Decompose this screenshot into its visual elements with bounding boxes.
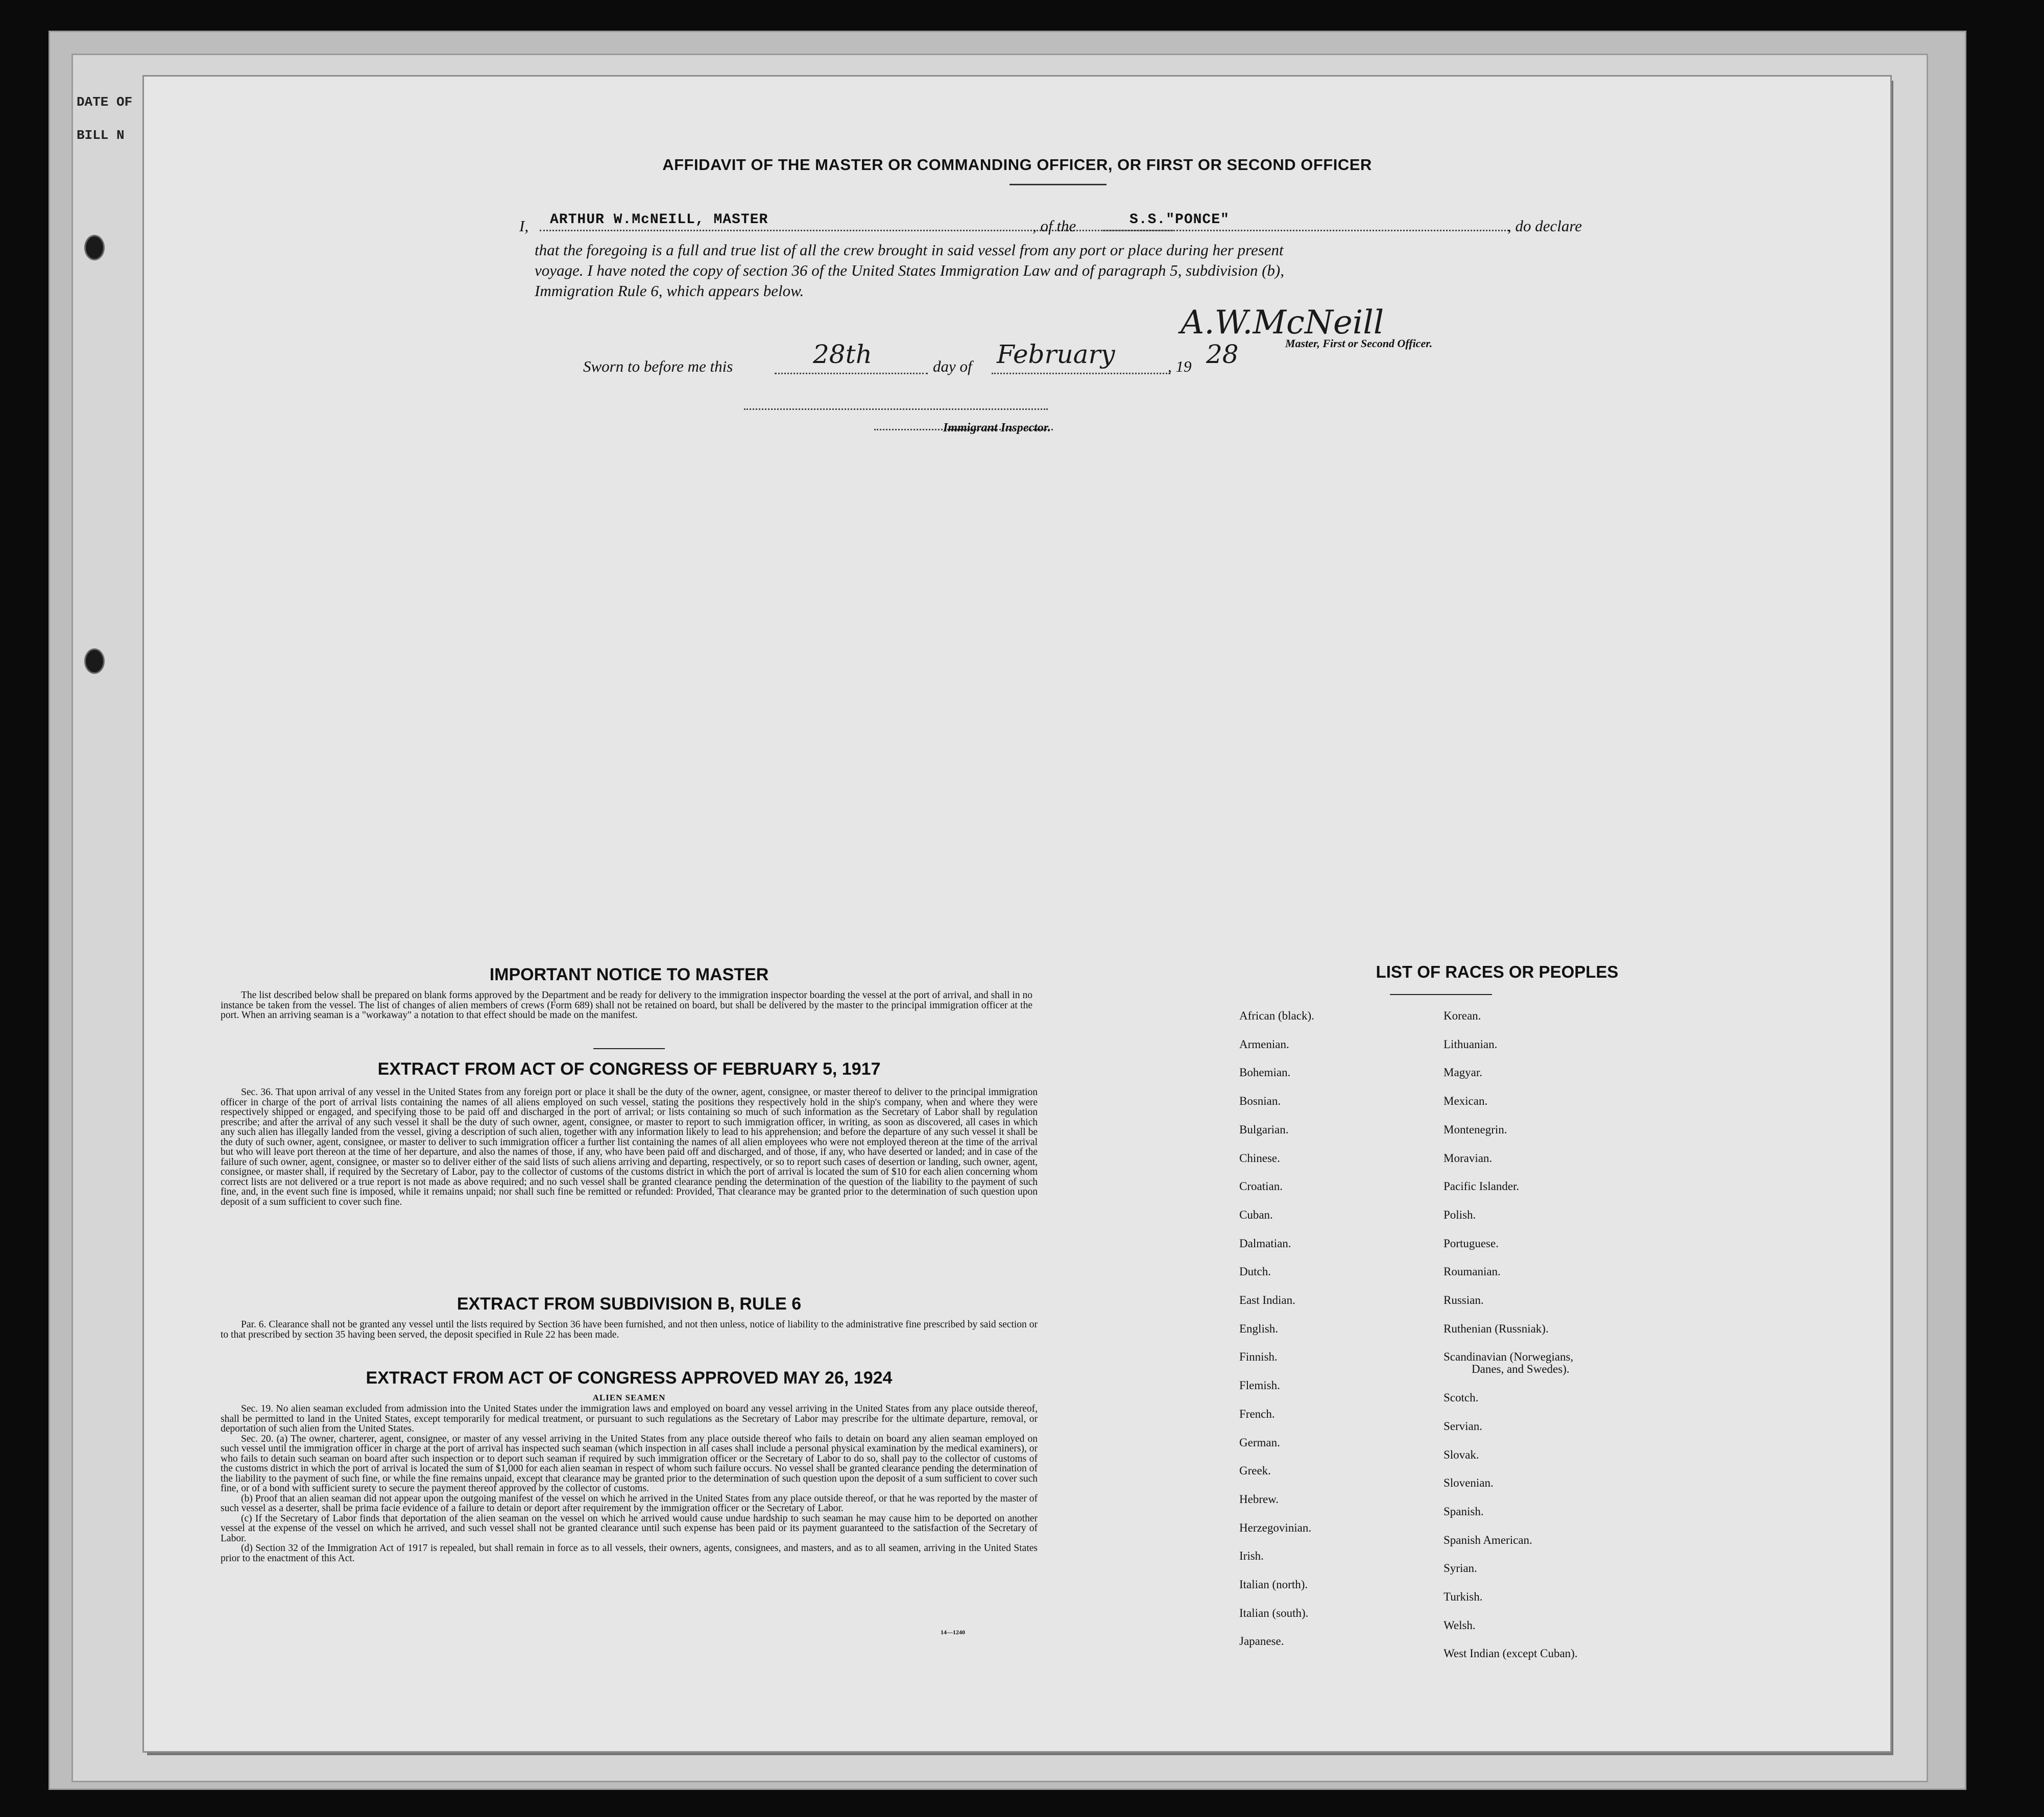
race-item: Japanese. (1239, 1635, 1284, 1648)
binder-hole (84, 235, 105, 260)
notice-rule (593, 1048, 665, 1049)
race-item: Hebrew. (1239, 1492, 1279, 1506)
race-item: Herzegovinian. (1239, 1521, 1312, 1534)
race-item: West Indian (except Cuban). (1444, 1647, 1578, 1660)
inspector-line-1 (744, 408, 1048, 410)
race-item: Polish. (1444, 1208, 1476, 1221)
race-item: Ruthenian (Russniak). (1444, 1322, 1549, 1335)
sworn-day-line (775, 373, 928, 374)
race-item: English. (1239, 1322, 1279, 1335)
race-item: Greek. (1239, 1464, 1271, 1477)
race-item: Dutch. (1239, 1265, 1271, 1278)
race-item: Montenegrin. (1444, 1123, 1507, 1136)
sworn-month-line (992, 373, 1170, 374)
master-signature: A.W.McNeill (1181, 304, 1384, 342)
race-item: Syrian. (1444, 1562, 1477, 1575)
race-item: Chinese. (1239, 1151, 1280, 1165)
race-item: Portuguese. (1444, 1237, 1499, 1250)
race-item: Italian (south). (1239, 1606, 1309, 1619)
race-item: Flemish. (1239, 1379, 1280, 1392)
affidavit-page (144, 77, 1890, 1751)
extract-rule6-title: EXTRACT FROM SUBDIVISION B, RULE 6 (456, 1294, 802, 1314)
extract-1917-title: EXTRACT FROM ACT OF CONGRESS OF FEBRUARY 5, 1917 (377, 1059, 881, 1079)
races-title: LIST OF RACES OR PEOPLES (1376, 962, 1619, 981)
master-name: ARTHUR W.McNEILL, MASTER (550, 212, 768, 228)
vessel-name: S.S."PONCE" (1129, 212, 1230, 228)
affidavit-statement (535, 240, 1658, 301)
race-item: Bulgarian. (1239, 1123, 1289, 1136)
signature-caption: Master, First or Second Officer. (1285, 337, 1433, 350)
binder-hole (84, 648, 105, 674)
year-suffix: 28 (1206, 340, 1239, 369)
race-item: Slovak. (1444, 1448, 1479, 1461)
of-the-label: , of the (1032, 217, 1076, 235)
sworn-prefix: Sworn to before me this (583, 357, 733, 375)
title-rule (1009, 184, 1107, 185)
notice-title: IMPORTANT NOTICE TO MASTER (489, 965, 769, 984)
race-item: Finnish. (1239, 1350, 1278, 1364)
sworn-month: February (997, 340, 1115, 369)
race-item: Russian. (1444, 1294, 1484, 1306)
race-item: French. (1239, 1407, 1275, 1420)
extract-1924-title: EXTRACT FROM ACT OF CONGRESS APPROVED MAY 26, 1924 (366, 1368, 893, 1388)
race-item: Mexican. (1444, 1095, 1488, 1108)
extract-1924-body: Sec. 19. No alien seaman excluded from admission into the United States under the immigration laws and employed on board any vessel arriving in the United States from any place outside thereof, shall be permitted to land in the United States, except temporarily for medical treatment, or pursuant to such regulations as the Secretary of Labor may prescribe for the ultimate departure, removal, or deportation of such alien from the United States. Sec. 20. (a) The owner, charterer, agent, consignee, or master of any vessel arriving in the United States from any place outside thereof who fails to detain on board any alien seaman employed on such vessel until the immigration officer in charge at the port of arrival has inspected such seaman (which inspection in all cases shall include a personal physical examination by the medical examiners), or who fails to detain such seaman on board after such inspection or to deport such seaman if required by such immigration officer or the Secretary of Labor to do so, shall pay to the collector of customs of the customs district in which the port of arrival is located the sum of $1,000 for each alien seaman in respect of whom such failure occurs. No vessel shall be granted clearance pending the determination of the liability to the payment of such fine, or while the fine remains unpaid, except that clearance may be granted prior to the determination of such question upon the deposit of a sum sufficient to cover such fine, or of a bond with sufficient surety to secure the payment thereof approved by the collector of customs. (b) Proof that an alien seaman did not appear upon the outgoing manifest of the vessel on which he arrived in the United States from any place outside thereof, or that he was reported by the master of such vessel as a deserter, shall be prima facie evidence of a failure to detain or deport after requirement by the immigration officer or the Secretary of Labor. (c) If the Secretary of Labor finds that deportation of the alien seaman on the vessel on which he arrived would cause undue hardship to such seaman he may cause him to be deported on another vessel at the expense of the vessel on which he arrived, and such vessel shall not be granted clearance until such expense has been paid or its payment guaranteed to the satisfaction of the Secretary of Labor. (d) Section 32 of the Immigration Act of 1917 is repealed, but shall remain in force as to all vessels, their owners, agents, consignees, and masters, and as to all seamen, arriving in the United States prior to the enactment of this Act. (221, 1403, 1038, 1564)
statement-line-1: that the foregoing is a full and true list of all the crew brought in said vessel from any port or place during her present (535, 241, 1284, 259)
race-item: Slovenian. (1444, 1476, 1494, 1490)
alien-seamen-heading: ALIEN SEAMEN (592, 1393, 666, 1402)
race-item: Spanish. (1444, 1505, 1484, 1518)
year-prefix: , 19 (1168, 357, 1192, 375)
race-item: Scandinavian (Norwegians, (1444, 1350, 1574, 1364)
master-name-line (540, 230, 1173, 231)
race-item: East Indian. (1239, 1294, 1295, 1306)
race-item: Moravian. (1444, 1151, 1493, 1165)
race-item: Magyar. (1444, 1066, 1483, 1079)
back-date-label: DATE OF (77, 94, 133, 110)
extract-rule6-body: Par. 6. Clearance shall not be granted any vessel until the lists required by Section 36 have been furnished, and not then unless, notice of liability to the administrative fine prescribed by said section or to that prescribed by section 35 having been served, the deposit specified in Rule 22 has been made. (221, 1319, 1038, 1340)
inspector-caption: Immigrant Inspector. (943, 421, 1051, 434)
sworn-day: 28th (813, 340, 872, 369)
race-item: Bosnian. (1239, 1095, 1281, 1108)
extract-1917-body: Sec. 36. That upon arrival of any vessel in the United States from any foreign port or place it shall be the duty of the owner, agent, consignee, or master thereof to deliver to the principal immigration officer in charge of the port of arrival lists containing the names of all aliens employed on such vessel, stating the positions they respectively hold in the ship's company, when and where they were respectively shipped or engaged, and specifying those to be paid off and discharged in the port of arrival; or lists containing so much of such information as the Secretary of Labor shall by regulation prescribe; and after the arrival of any such vessel it shall be the duty of such owner, agent, consignee, or master to report to such immigration officer, in writing, as soon as discovered, all cases in which any such alien has illegally landed from the vessel, giving a description of such alien, together with any information likely to lead to his apprehension; and before the departure of any such vessel it shall be the duty of such owner, agent, consignee, or master to deliver to such immigration officer a further list containing the names of all alien employees who were not employed thereon at the time of the arrival but who will leave port thereon at the time of her departure, and also the names of those, if any, who have been paid off and discharged, and of those, if any, who have deserted or landed; and in case of the failure of such owner, agent, consignee, or master so to deliver either of the said lists of such aliens arriving and departing, respectively, or so to report such cases of desertion or landing, such owner, agent, consignee, or master shall, if required by the Secretary of Labor, pay to the collector of customs of the customs district in which the port of arrival is located the sum of $10 for each alien concerning whom correct lists are not delivered or a true report is not made as above required; and no such vessel shall be granted clearance pending the determination of the question of the liability to the payment of such fine, and, in the event such fine is imposed, while it remains unpaid; nor shall such fine be remitted or refunded: Provided, That clearance may be granted prior to the determination of such question upon deposit of a sum sufficient to cover such fine. (221, 1087, 1038, 1207)
race-item: Welsh. (1444, 1618, 1476, 1632)
race-item: German. (1239, 1436, 1280, 1449)
race-item: Italian (north). (1239, 1578, 1308, 1591)
race-item: Armenian. (1239, 1037, 1289, 1051)
statement-line-2: voyage. I have noted the copy of section 36 of the United States Immigration Law and of paragraph 5, subdivision (b), (535, 261, 1284, 279)
affidavit-pronoun: I, (519, 217, 529, 235)
race-item: Servian. (1444, 1419, 1483, 1433)
race-item: Cuban. (1239, 1208, 1273, 1221)
race-item: Lithuanian. (1444, 1037, 1498, 1051)
race-item: Korean. (1444, 1009, 1481, 1022)
race-item: Roumanian. (1444, 1265, 1501, 1278)
race-item: Bohemian. (1239, 1066, 1291, 1079)
race-item: Croatian. (1239, 1180, 1283, 1193)
race-item: Turkish. (1444, 1590, 1483, 1603)
statement-line-3: Immigration Rule 6, which appears below. (535, 282, 804, 300)
race-item: Pacific Islander. (1444, 1180, 1520, 1193)
day-of-label: day of (933, 357, 972, 375)
notice-body: The list described below shall be prepared on blank forms approved by the Department and be ready for delivery to the immigration inspector boarding the vessel at the port of arrival, and shall in no instance be taken from the vessel. The list of changes of alien members of crews (Form 689) shall not be retained on board, but shall be delivered by the master to the principal immigration officer at the port. When an arriving seaman is a "workaway" a notation to that effect should be made on the manifest. (221, 990, 1032, 1021)
race-item: Scotch. (1444, 1391, 1479, 1404)
races-rule (1390, 994, 1492, 995)
race-item: Dalmatian. (1239, 1237, 1291, 1250)
race-item: Danes, and Swedes). (1472, 1363, 1570, 1376)
vessel-line (1103, 230, 1509, 231)
back-bill-label: BILL N (77, 128, 125, 143)
race-item: Spanish American. (1444, 1533, 1532, 1546)
race-item: African (black). (1239, 1009, 1314, 1022)
race-item: Irish. (1239, 1549, 1264, 1563)
do-declare-label: , do declare (1507, 217, 1582, 235)
affidavit-title: AFFIDAVIT OF THE MASTER OR COMMANDING OFFICER, OR FIRST OR SECOND OFFICER (662, 156, 1372, 174)
form-code: 14—1240 (941, 1629, 965, 1636)
